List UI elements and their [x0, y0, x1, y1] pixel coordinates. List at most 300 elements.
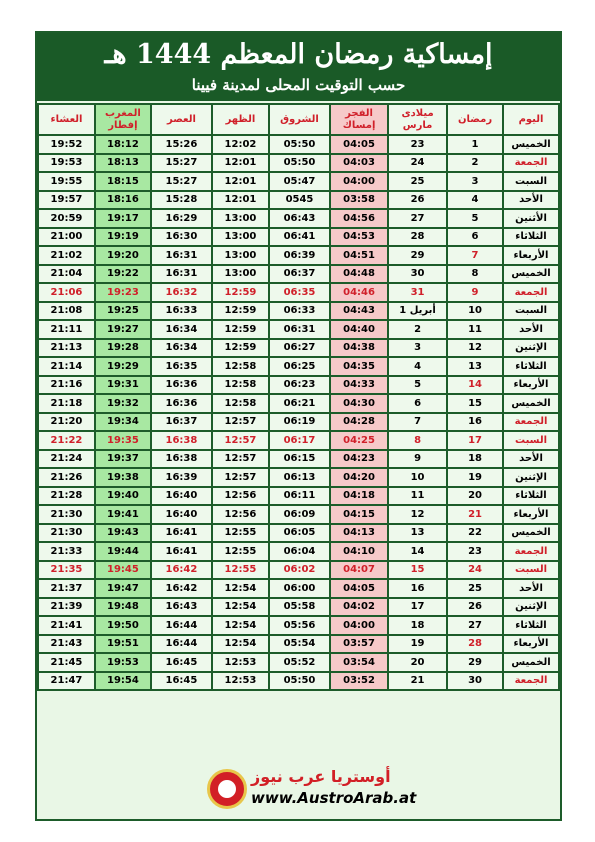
cell-gregorian: 9: [389, 451, 446, 468]
cell-maghrib: 18:15: [96, 173, 150, 190]
cell-sunrise: 05:56: [270, 617, 329, 634]
cell-sunrise: 06:15: [270, 451, 329, 468]
cell-maghrib: 18:12: [96, 136, 150, 153]
cell-isha: 20:59: [39, 210, 94, 227]
cell-sunrise: 06:43: [270, 210, 329, 227]
cell-gregorian: 14: [389, 543, 446, 560]
cell-maghrib: 19:23: [96, 284, 150, 301]
cell-asr: 16:29: [152, 210, 211, 227]
cell-asr: 16:41: [152, 543, 211, 560]
cell-ramadan: 27: [448, 617, 502, 634]
cell-ramadan: 24: [448, 562, 502, 579]
cell-maghrib: 18:16: [96, 192, 150, 209]
cell-dhuhr: 12:01: [213, 192, 268, 209]
cell-asr: 15:27: [152, 155, 211, 172]
cell-dhuhr: 12:58: [213, 377, 268, 394]
cell-maghrib: 19:43: [96, 525, 150, 542]
cell-fajr: 04:25: [331, 432, 387, 449]
cell-isha: 21:08: [39, 303, 94, 320]
cell-gregorian: 30: [389, 266, 446, 283]
cell-day: الجمعة: [504, 155, 558, 172]
cell-isha: 21:11: [39, 321, 94, 338]
cell-asr: 16:33: [152, 303, 211, 320]
cell-day: السبت: [504, 173, 558, 190]
cell-dhuhr: 12:59: [213, 284, 268, 301]
cell-ramadan: 16: [448, 414, 502, 431]
cell-maghrib: 19:44: [96, 543, 150, 560]
table-row: [39, 617, 558, 634]
cell-ramadan: 8: [448, 266, 502, 283]
table-row: [39, 210, 558, 227]
cell-gregorian: 25: [389, 173, 446, 190]
cell-fajr: 03:58: [331, 192, 387, 209]
cell-gregorian: 2: [389, 321, 446, 338]
cell-isha: 21:26: [39, 469, 94, 486]
cell-dhuhr: 12:55: [213, 562, 268, 579]
cell-ramadan: 10: [448, 303, 502, 320]
cell-maghrib: 18:13: [96, 155, 150, 172]
austroarab-logo-icon: [207, 769, 247, 809]
cell-sunrise: 06:25: [270, 358, 329, 375]
cell-day: الأربعاء: [504, 377, 558, 394]
cell-isha: 21:41: [39, 617, 94, 634]
cell-day: الأربعاء: [504, 247, 558, 264]
cell-day: الخميس: [504, 654, 558, 671]
cell-day: الخميس: [504, 136, 558, 153]
table-body: [39, 136, 558, 689]
cell-ramadan: 20: [448, 488, 502, 505]
cell-sunrise: 06:19: [270, 414, 329, 431]
cell-day: السبت: [504, 303, 558, 320]
cell-day: الأحد: [504, 580, 558, 597]
table-row: [39, 562, 558, 579]
cell-gregorian: 15: [389, 562, 446, 579]
cell-sunrise: 06:35: [270, 284, 329, 301]
cell-isha: 21:43: [39, 636, 94, 653]
cell-fajr: 04:35: [331, 358, 387, 375]
table-row: [39, 543, 558, 560]
cell-day: الإثنين: [504, 340, 558, 357]
cell-asr: 16:41: [152, 525, 211, 542]
page-subtitle: حسب التوقيت المحلى لمدينة فيينا: [191, 76, 406, 94]
cell-day: الأحد: [504, 451, 558, 468]
cell-gregorian: 19: [389, 636, 446, 653]
cell-asr: 16:42: [152, 580, 211, 597]
cell-gregorian: 5: [389, 377, 446, 394]
cell-maghrib: 19:20: [96, 247, 150, 264]
cell-ramadan: 11: [448, 321, 502, 338]
cell-day: السبت: [504, 432, 558, 449]
cell-dhuhr: 12:55: [213, 543, 268, 560]
cell-fajr: 04:33: [331, 377, 387, 394]
cell-dhuhr: 12:53: [213, 654, 268, 671]
cell-maghrib: 19:31: [96, 377, 150, 394]
cell-day: الجمعة: [504, 543, 558, 560]
cell-fajr: 04:00: [331, 617, 387, 634]
cell-maghrib: 19:50: [96, 617, 150, 634]
cell-isha: 21:04: [39, 266, 94, 283]
cell-sunrise: 05:50: [270, 673, 329, 690]
cell-isha: 21:18: [39, 395, 94, 412]
cell-fajr: 04:28: [331, 414, 387, 431]
cell-isha: 21:00: [39, 229, 94, 246]
cell-asr: 16:30: [152, 229, 211, 246]
cell-asr: 16:43: [152, 599, 211, 616]
cell-sunrise: 05:52: [270, 654, 329, 671]
cell-isha: 21:02: [39, 247, 94, 264]
cell-gregorian: 31: [389, 284, 446, 301]
col-header-day: اليوم: [504, 105, 558, 134]
cell-isha: 21:45: [39, 654, 94, 671]
cell-day: الثلاثاء: [504, 358, 558, 375]
cell-maghrib: 19:25: [96, 303, 150, 320]
cell-maghrib: 19:28: [96, 340, 150, 357]
cell-gregorian: 3: [389, 340, 446, 357]
cell-day: الأربعاء: [504, 636, 558, 653]
cell-dhuhr: 12:01: [213, 173, 268, 190]
cell-sunrise: 05:50: [270, 155, 329, 172]
cell-gregorian: 13: [389, 525, 446, 542]
cell-asr: 16:40: [152, 488, 211, 505]
cell-day: الأحد: [504, 321, 558, 338]
cell-asr: 16:44: [152, 617, 211, 634]
cell-sunrise: 06:00: [270, 580, 329, 597]
imsakiya-frame: [35, 31, 562, 821]
cell-asr: 16:39: [152, 469, 211, 486]
cell-asr: 16:31: [152, 266, 211, 283]
cell-ramadan: 9: [448, 284, 502, 301]
cell-dhuhr: 13:00: [213, 266, 268, 283]
cell-maghrib: 19:17: [96, 210, 150, 227]
cell-asr: 16:40: [152, 506, 211, 523]
table-row: [39, 321, 558, 338]
cell-day: الأربعاء: [504, 506, 558, 523]
cell-ramadan: 1: [448, 136, 502, 153]
cell-maghrib: 19:48: [96, 599, 150, 616]
cell-maghrib: 19:22: [96, 266, 150, 283]
cell-ramadan: 6: [448, 229, 502, 246]
cell-day: السبت: [504, 562, 558, 579]
cell-dhuhr: 12:56: [213, 488, 268, 505]
table-row: [39, 377, 558, 394]
cell-isha: 21:35: [39, 562, 94, 579]
cell-isha: 21:14: [39, 358, 94, 375]
cell-day: الخميس: [504, 395, 558, 412]
cell-isha: 21:39: [39, 599, 94, 616]
cell-maghrib: 19:47: [96, 580, 150, 597]
col-header-fajr: الفجر إمساك: [331, 105, 387, 134]
cell-sunrise: 05:58: [270, 599, 329, 616]
cell-sunrise: 06:05: [270, 525, 329, 542]
cell-gregorian: 12: [389, 506, 446, 523]
cell-gregorian: 11: [389, 488, 446, 505]
cell-isha: 19:53: [39, 155, 94, 172]
cell-asr: 16:36: [152, 395, 211, 412]
cell-fajr: 04:23: [331, 451, 387, 468]
cell-sunrise: 05:47: [270, 173, 329, 190]
cell-ramadan: 18: [448, 451, 502, 468]
cell-fajr: 04:51: [331, 247, 387, 264]
cell-maghrib: 19:45: [96, 562, 150, 579]
cell-gregorian: 1 أبريل: [389, 303, 446, 320]
cell-isha: 21:13: [39, 340, 94, 357]
table-row: [39, 358, 558, 375]
cell-maghrib: 19:34: [96, 414, 150, 431]
cell-ramadan: 25: [448, 580, 502, 597]
cell-dhuhr: 12:01: [213, 155, 268, 172]
footer-brand: أوستريا عرب نيوز: [251, 767, 391, 786]
cell-asr: 16:34: [152, 340, 211, 357]
cell-gregorian: 18: [389, 617, 446, 634]
cell-dhuhr: 12:57: [213, 414, 268, 431]
cell-fajr: 04:05: [331, 580, 387, 597]
cell-fajr: 03:57: [331, 636, 387, 653]
cell-gregorian: 10: [389, 469, 446, 486]
table-header-row: [39, 105, 558, 134]
cell-fajr: 04:07: [331, 562, 387, 579]
cell-gregorian: 28: [389, 229, 446, 246]
cell-maghrib: 19:54: [96, 673, 150, 690]
cell-sunrise: 06:21: [270, 395, 329, 412]
cell-asr: 16:38: [152, 451, 211, 468]
cell-fajr: 04:02: [331, 599, 387, 616]
col-header-asr: العصر: [152, 105, 211, 134]
cell-isha: 21:33: [39, 543, 94, 560]
table-row: [39, 451, 558, 468]
cell-asr: 16:35: [152, 358, 211, 375]
cell-sunrise: 06:02: [270, 562, 329, 579]
cell-dhuhr: 12:02: [213, 136, 268, 153]
cell-gregorian: 29: [389, 247, 446, 264]
cell-dhuhr: 12:53: [213, 673, 268, 690]
cell-asr: 16:34: [152, 321, 211, 338]
table-row: [39, 303, 558, 320]
cell-isha: 21:22: [39, 432, 94, 449]
cell-ramadan: 13: [448, 358, 502, 375]
cell-isha: 21:30: [39, 506, 94, 523]
cell-fajr: 04:38: [331, 340, 387, 357]
cell-isha: 19:57: [39, 192, 94, 209]
cell-maghrib: 19:27: [96, 321, 150, 338]
cell-maghrib: 19:53: [96, 654, 150, 671]
cell-sunrise: 05:50: [270, 136, 329, 153]
cell-sunrise: 06:23: [270, 377, 329, 394]
cell-dhuhr: 12:54: [213, 617, 268, 634]
cell-gregorian: 21: [389, 673, 446, 690]
cell-ramadan: 14: [448, 377, 502, 394]
cell-dhuhr: 12:59: [213, 321, 268, 338]
cell-maghrib: 19:32: [96, 395, 150, 412]
table-row: [39, 173, 558, 190]
table-row: [39, 673, 558, 690]
table-row: [39, 469, 558, 486]
cell-dhuhr: 12:54: [213, 580, 268, 597]
cell-sunrise: 06:11: [270, 488, 329, 505]
cell-sunrise: 06:13: [270, 469, 329, 486]
table-row: [39, 284, 558, 301]
cell-asr: 16:45: [152, 673, 211, 690]
cell-day: الأثنين: [504, 210, 558, 227]
cell-day: الإثنين: [504, 469, 558, 486]
cell-isha: 21:47: [39, 673, 94, 690]
cell-dhuhr: 12:57: [213, 432, 268, 449]
cell-dhuhr: 12:55: [213, 525, 268, 542]
col-header-maghrib: المغرب إفطار: [96, 105, 150, 134]
cell-asr: 16:42: [152, 562, 211, 579]
cell-asr: 15:27: [152, 173, 211, 190]
cell-dhuhr: 13:00: [213, 229, 268, 246]
cell-dhuhr: 12:58: [213, 358, 268, 375]
cell-fajr: 04:13: [331, 525, 387, 542]
cell-sunrise: 06:04: [270, 543, 329, 560]
cell-sunrise: 06:37: [270, 266, 329, 283]
cell-dhuhr: 12:54: [213, 599, 268, 616]
cell-sunrise: 05:54: [270, 636, 329, 653]
cell-ramadan: 5: [448, 210, 502, 227]
table-row: [39, 229, 558, 246]
cell-gregorian: 7: [389, 414, 446, 431]
cell-day: الإثنين: [504, 599, 558, 616]
col-header-gregorian: ميلادى مارس: [389, 105, 446, 134]
timetable: [37, 103, 560, 691]
cell-asr: 16:31: [152, 247, 211, 264]
cell-day: الجمعة: [504, 284, 558, 301]
cell-asr: 16:37: [152, 414, 211, 431]
cell-dhuhr: 13:00: [213, 247, 268, 264]
cell-fajr: 04:20: [331, 469, 387, 486]
cell-ramadan: 17: [448, 432, 502, 449]
table-row: [39, 340, 558, 357]
table-row: [39, 488, 558, 505]
cell-day: الخميس: [504, 266, 558, 283]
cell-maghrib: 19:19: [96, 229, 150, 246]
cell-dhuhr: 12:54: [213, 636, 268, 653]
cell-gregorian: 6: [389, 395, 446, 412]
table-row: [39, 247, 558, 264]
cell-fajr: 04:15: [331, 506, 387, 523]
cell-ramadan: 7: [448, 247, 502, 264]
cell-fajr: 04:00: [331, 173, 387, 190]
cell-ramadan: 28: [448, 636, 502, 653]
cell-sunrise: 06:39: [270, 247, 329, 264]
cell-fajr: 04:05: [331, 136, 387, 153]
cell-maghrib: 19:41: [96, 506, 150, 523]
cell-asr: 16:36: [152, 377, 211, 394]
cell-sunrise: 0545: [270, 192, 329, 209]
table-row: [39, 192, 558, 209]
cell-sunrise: 06:09: [270, 506, 329, 523]
cell-fajr: 03:54: [331, 654, 387, 671]
cell-dhuhr: 12:59: [213, 303, 268, 320]
table-row: [39, 525, 558, 542]
cell-maghrib: 19:29: [96, 358, 150, 375]
table-row: [39, 506, 558, 523]
cell-maghrib: 19:35: [96, 432, 150, 449]
cell-isha: 21:30: [39, 525, 94, 542]
cell-fajr: 04:46: [331, 284, 387, 301]
table-row: [39, 395, 558, 412]
cell-ramadan: 3: [448, 173, 502, 190]
table-row: [39, 654, 558, 671]
cell-isha: 21:28: [39, 488, 94, 505]
cell-fajr: 04:03: [331, 155, 387, 172]
cell-sunrise: 06:31: [270, 321, 329, 338]
table-row: [39, 636, 558, 653]
cell-ramadan: 19: [448, 469, 502, 486]
cell-dhuhr: 12:57: [213, 469, 268, 486]
cell-isha: 21:37: [39, 580, 94, 597]
table-row: [39, 599, 558, 616]
cell-gregorian: 23: [389, 136, 446, 153]
cell-asr: 16:38: [152, 432, 211, 449]
table-row: [39, 136, 558, 153]
cell-ramadan: 4: [448, 192, 502, 209]
cell-gregorian: 8: [389, 432, 446, 449]
cell-gregorian: 20: [389, 654, 446, 671]
cell-asr: 16:32: [152, 284, 211, 301]
cell-sunrise: 06:27: [270, 340, 329, 357]
cell-gregorian: 17: [389, 599, 446, 616]
cell-dhuhr: 12:59: [213, 340, 268, 357]
cell-ramadan: 21: [448, 506, 502, 523]
cell-ramadan: 12: [448, 340, 502, 357]
cell-day: الأحد: [504, 192, 558, 209]
cell-isha: 21:06: [39, 284, 94, 301]
cell-fajr: 04:30: [331, 395, 387, 412]
cell-dhuhr: 12:58: [213, 395, 268, 412]
cell-fajr: 03:52: [331, 673, 387, 690]
cell-fajr: 04:53: [331, 229, 387, 246]
cell-day: الثلاثاء: [504, 488, 558, 505]
col-header-ramadan: رمضان: [448, 105, 502, 134]
cell-ramadan: 29: [448, 654, 502, 671]
cell-dhuhr: 12:57: [213, 451, 268, 468]
cell-day: الخميس: [504, 525, 558, 542]
cell-ramadan: 2: [448, 155, 502, 172]
cell-fajr: 04:40: [331, 321, 387, 338]
table-row: [39, 155, 558, 172]
cell-day: الثلاثاء: [504, 229, 558, 246]
cell-fajr: 04:56: [331, 210, 387, 227]
cell-sunrise: 06:41: [270, 229, 329, 246]
cell-asr: 15:26: [152, 136, 211, 153]
cell-fajr: 04:43: [331, 303, 387, 320]
table-row: [39, 580, 558, 597]
table-row: [39, 432, 558, 449]
footer-website-link[interactable]: www.AustroArab.at: [251, 789, 417, 807]
cell-maghrib: 19:38: [96, 469, 150, 486]
cell-dhuhr: 13:00: [213, 210, 268, 227]
cell-day: الجمعة: [504, 673, 558, 690]
cell-maghrib: 19:51: [96, 636, 150, 653]
header: [37, 33, 560, 101]
cell-gregorian: 27: [389, 210, 446, 227]
cell-ramadan: 26: [448, 599, 502, 616]
cell-dhuhr: 12:56: [213, 506, 268, 523]
table-row: [39, 414, 558, 431]
cell-isha: 19:55: [39, 173, 94, 190]
col-header-isha: العشاء: [39, 105, 94, 134]
cell-day: الثلاثاء: [504, 617, 558, 634]
cell-ramadan: 30: [448, 673, 502, 690]
cell-maghrib: 19:40: [96, 488, 150, 505]
cell-isha: 19:52: [39, 136, 94, 153]
cell-gregorian: 26: [389, 192, 446, 209]
cell-isha: 21:24: [39, 451, 94, 468]
cell-fajr: 04:48: [331, 266, 387, 283]
cell-asr: 16:45: [152, 654, 211, 671]
col-header-dhuhr: الظهر: [213, 105, 268, 134]
